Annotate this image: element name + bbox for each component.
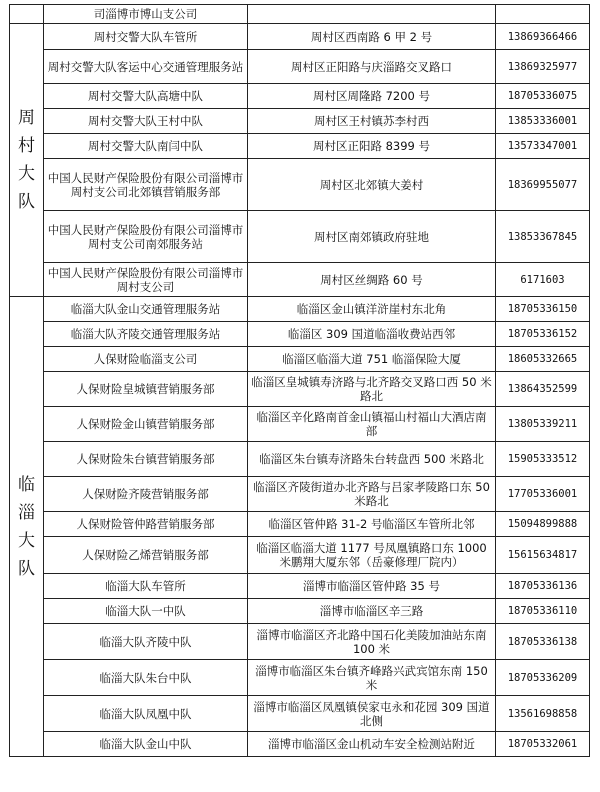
contact-table [9, 4, 590, 757]
unit-cell: 周村交警大队客运中心交通管理服务站 [44, 50, 248, 84]
unit-cell: 中国人民财产保险股份有限公司淄博市周村支公司南郊服务站 [44, 211, 248, 263]
unit-cell: 临淄大队金山交通管理服务站 [44, 297, 248, 322]
unit-cell: 人保财险皇城镇营销服务部 [44, 372, 248, 407]
unit-cell: 周村交警大队高塘中队 [44, 84, 248, 109]
unit-cell: 人保财险朱台镇营销服务部 [44, 442, 248, 477]
phone-cell: 13869325977 [496, 50, 590, 84]
group-name-cell [10, 24, 44, 297]
phone-cell: 13805339211 [496, 407, 590, 442]
table-row [10, 372, 590, 407]
phone-cell: 13864352599 [496, 372, 590, 407]
unit-cell: 中国人民财产保险股份有限公司淄博市周村支公司北郊镇营销服务部 [44, 159, 248, 211]
phone-cell: 18705336209 [496, 660, 590, 696]
unit-cell: 临淄大队金山中队 [44, 732, 248, 757]
table-row [10, 109, 590, 134]
table-row [10, 477, 590, 512]
phone-cell: 13853336001 [496, 109, 590, 134]
unit-cell: 中国人民财产保险股份有限公司淄博市周村支公司 [44, 263, 248, 297]
table-row [10, 512, 590, 537]
address-cell: 临淄区管仲路 31-2 号临淄区车管所北邻 [248, 512, 496, 537]
address-cell: 周村区正阳路与庆淄路交叉路口 [248, 50, 496, 84]
group-name-char: 临 [18, 474, 35, 495]
table-body [10, 5, 590, 757]
unit-cell: 临淄大队车管所 [44, 574, 248, 599]
table-row [10, 50, 590, 84]
unit-cell: 临淄大队朱台中队 [44, 660, 248, 696]
address-cell [248, 5, 496, 24]
phone-cell: 18705336110 [496, 599, 590, 624]
group-cell [10, 5, 44, 24]
address-cell: 淄博市临淄区辛三路 [248, 599, 496, 624]
phone-cell: 17705336001 [496, 477, 590, 512]
address-cell: 临淄区辛化路南首金山镇福山村福山大酒店南部 [248, 407, 496, 442]
phone-cell: 15905333512 [496, 442, 590, 477]
table-row [10, 211, 590, 263]
address-cell: 临淄区朱台镇寿济路朱台转盘西 500 米路北 [248, 442, 496, 477]
phone-cell: 18605332665 [496, 347, 590, 372]
phone-cell: 15615634817 [496, 537, 590, 574]
phone-cell: 13561698858 [496, 696, 590, 732]
group-name-char: 村 [18, 136, 35, 156]
table-row [10, 5, 590, 24]
unit-cell: 临淄大队齐陵交通管理服务站 [44, 322, 248, 347]
phone-cell: 18705336075 [496, 84, 590, 109]
address-cell: 周村区王村镇苏李村西 [248, 109, 496, 134]
table-row [10, 537, 590, 574]
address-cell: 淄博市临淄区管仲路 35 号 [248, 574, 496, 599]
group-name-char: 周 [18, 108, 35, 128]
table-row [10, 732, 590, 757]
phone-cell: 18705336152 [496, 322, 590, 347]
group-name-char: 大 [18, 164, 35, 184]
table-row [10, 297, 590, 322]
phone-cell: 15094899888 [496, 512, 590, 537]
address-cell: 临淄区 309 国道临淄收费站西邻 [248, 322, 496, 347]
unit-cell: 人保财险齐陵营销服务部 [44, 477, 248, 512]
address-cell: 临淄区金山镇洋浒崖村东北角 [248, 297, 496, 322]
unit-cell: 周村交警大队南闫中队 [44, 134, 248, 159]
table-row [10, 84, 590, 109]
address-cell: 周村区丝绸路 60 号 [248, 263, 496, 297]
table-row [10, 407, 590, 442]
phone-cell: 6171603 [496, 263, 590, 297]
unit-cell: 临淄大队齐陵中队 [44, 624, 248, 660]
unit-cell: 人保财险金山镇营销服务部 [44, 407, 248, 442]
address-cell: 周村区正阳路 8399 号 [248, 134, 496, 159]
group-name-char: 队 [18, 558, 35, 579]
table-row [10, 347, 590, 372]
phone-cell: 18705336138 [496, 624, 590, 660]
unit-cell: 周村交警大队车管所 [44, 24, 248, 50]
table-row [10, 24, 590, 50]
unit-cell: 人保财险管仲路营销服务部 [44, 512, 248, 537]
group-name-char: 淄 [18, 502, 35, 523]
table-row [10, 696, 590, 732]
address-cell: 淄博市临淄区金山机动车安全检测站附近 [248, 732, 496, 757]
phone-cell: 18705332061 [496, 732, 590, 757]
address-cell: 淄博市临淄区凤凰镇侯家屯永和花园 309 国道北侧 [248, 696, 496, 732]
unit-cell: 人保财险乙烯营销服务部 [44, 537, 248, 574]
address-cell: 临淄区齐陵街道办北齐路与吕家孝陵路口东 50 米路北 [248, 477, 496, 512]
unit-cell: 临淄大队凤凰中队 [44, 696, 248, 732]
group-name-char: 大 [18, 530, 35, 551]
unit-cell: 周村交警大队王村中队 [44, 109, 248, 134]
table-row [10, 263, 590, 297]
phone-cell [496, 5, 590, 24]
address-cell: 周村区周隆路 7200 号 [248, 84, 496, 109]
phone-cell: 13573347001 [496, 134, 590, 159]
address-cell: 周村区北郊镇大姜村 [248, 159, 496, 211]
group-name-char: 队 [18, 192, 35, 212]
unit-cell: 人保财险临淄支公司 [44, 347, 248, 372]
address-cell: 临淄区临淄大道 751 临淄保险大厦 [248, 347, 496, 372]
group-name-cell [10, 297, 44, 757]
unit-cell: 临淄大队一中队 [44, 599, 248, 624]
table-row [10, 660, 590, 696]
phone-cell: 13869366466 [496, 24, 590, 50]
table-row [10, 599, 590, 624]
address-cell: 周村区南郊镇政府驻地 [248, 211, 496, 263]
phone-cell: 18705336136 [496, 574, 590, 599]
table-row [10, 574, 590, 599]
table-row [10, 134, 590, 159]
address-cell: 淄博市临淄区朱台镇齐峰路兴武宾馆东南 150 米 [248, 660, 496, 696]
address-cell: 临淄区皇城镇寿济路与北齐路交叉路口西 50 米路北 [248, 372, 496, 407]
table-row [10, 624, 590, 660]
address-cell: 淄博市临淄区齐北路中国石化美陵加油站东南 100 米 [248, 624, 496, 660]
phone-cell: 18705336150 [496, 297, 590, 322]
address-cell: 临淄区临淄大道 1177 号凤凰镇路口东 1000 米鹏翔大厦东邻（岳豪修理厂院内） [248, 537, 496, 574]
table-row [10, 322, 590, 347]
phone-cell: 13853367845 [496, 211, 590, 263]
table-row [10, 159, 590, 211]
phone-cell: 18369955077 [496, 159, 590, 211]
address-cell: 周村区西南路 6 甲 2 号 [248, 24, 496, 50]
unit-cell: 司淄博市博山支公司 [44, 5, 248, 24]
table-row [10, 442, 590, 477]
